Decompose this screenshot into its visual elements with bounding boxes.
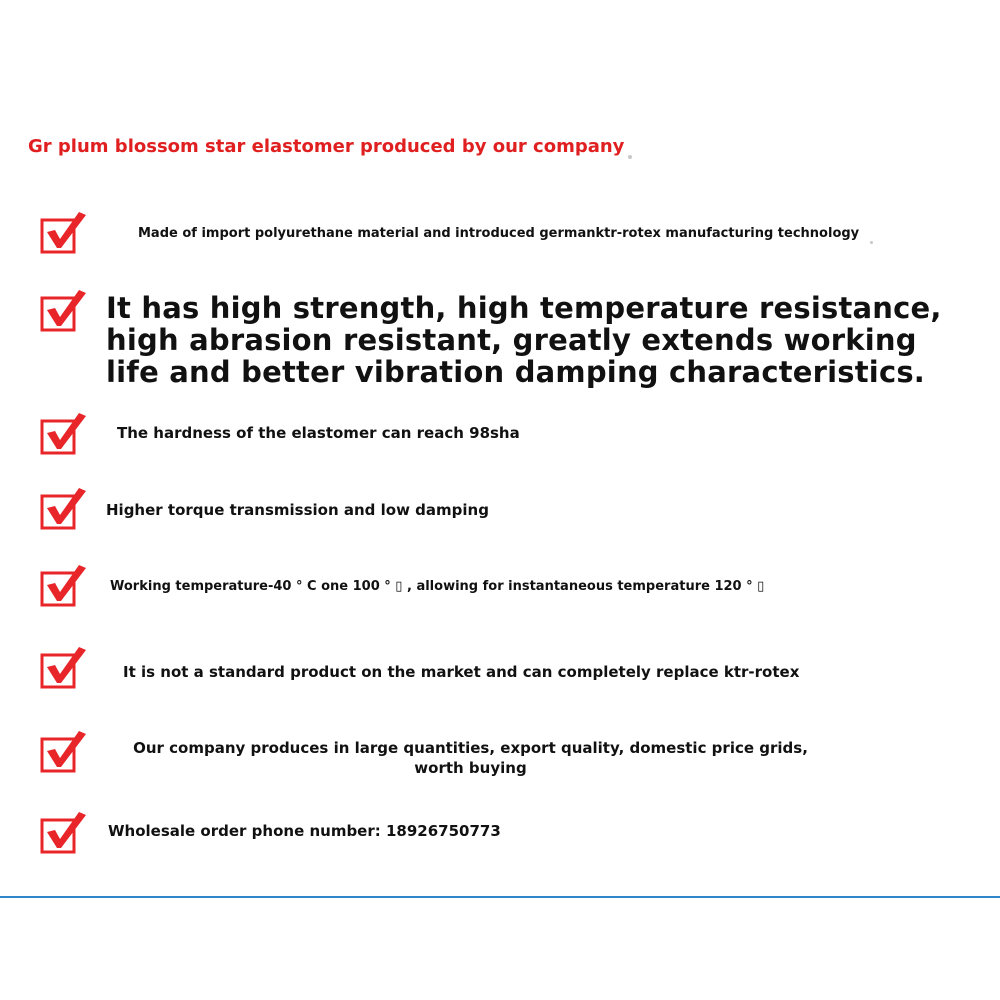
bottom-divider (0, 896, 1000, 898)
contact-phone-text: Wholesale order phone number: 18926750773 (108, 822, 501, 840)
checkbox-checked-icon (40, 409, 88, 457)
page-title: Gr plum blossom star elastomer produced by our company (28, 136, 625, 157)
checkbox-checked-icon (40, 484, 88, 532)
decorative-speck (870, 241, 873, 244)
checkbox-checked-icon (40, 561, 88, 609)
checkbox-checked-icon (40, 808, 88, 856)
checkbox-checked-icon (40, 643, 88, 691)
feature-text: Our company produces in large quantities, export quality, domestic price grids, worth buying (133, 739, 808, 777)
checkbox-checked-icon (40, 727, 88, 775)
checkbox-checked-icon (40, 286, 88, 334)
feature-text: It is not a standard product on the market and can completely replace ktr-rotex (123, 663, 800, 681)
decorative-speck (628, 155, 632, 159)
feature-text: Working temperature-40 ° C one 100 ° ▯ , allowing for instantaneous temperature 120 ° ▯ (110, 579, 765, 594)
feature-text: The hardness of the elastomer can reach 98sha (117, 424, 520, 442)
checkbox-checked-icon (40, 208, 88, 256)
feature-text: Made of import polyurethane material and introduced germanktr-rotex manufacturing technology (138, 226, 860, 241)
feature-text: Higher torque transmission and low damping (106, 501, 489, 519)
feature-text-highlight: It has high strength, high temperature resistance, high abrasion resistant, greatly extends working life and better vibration damping characteristics. (106, 291, 942, 389)
